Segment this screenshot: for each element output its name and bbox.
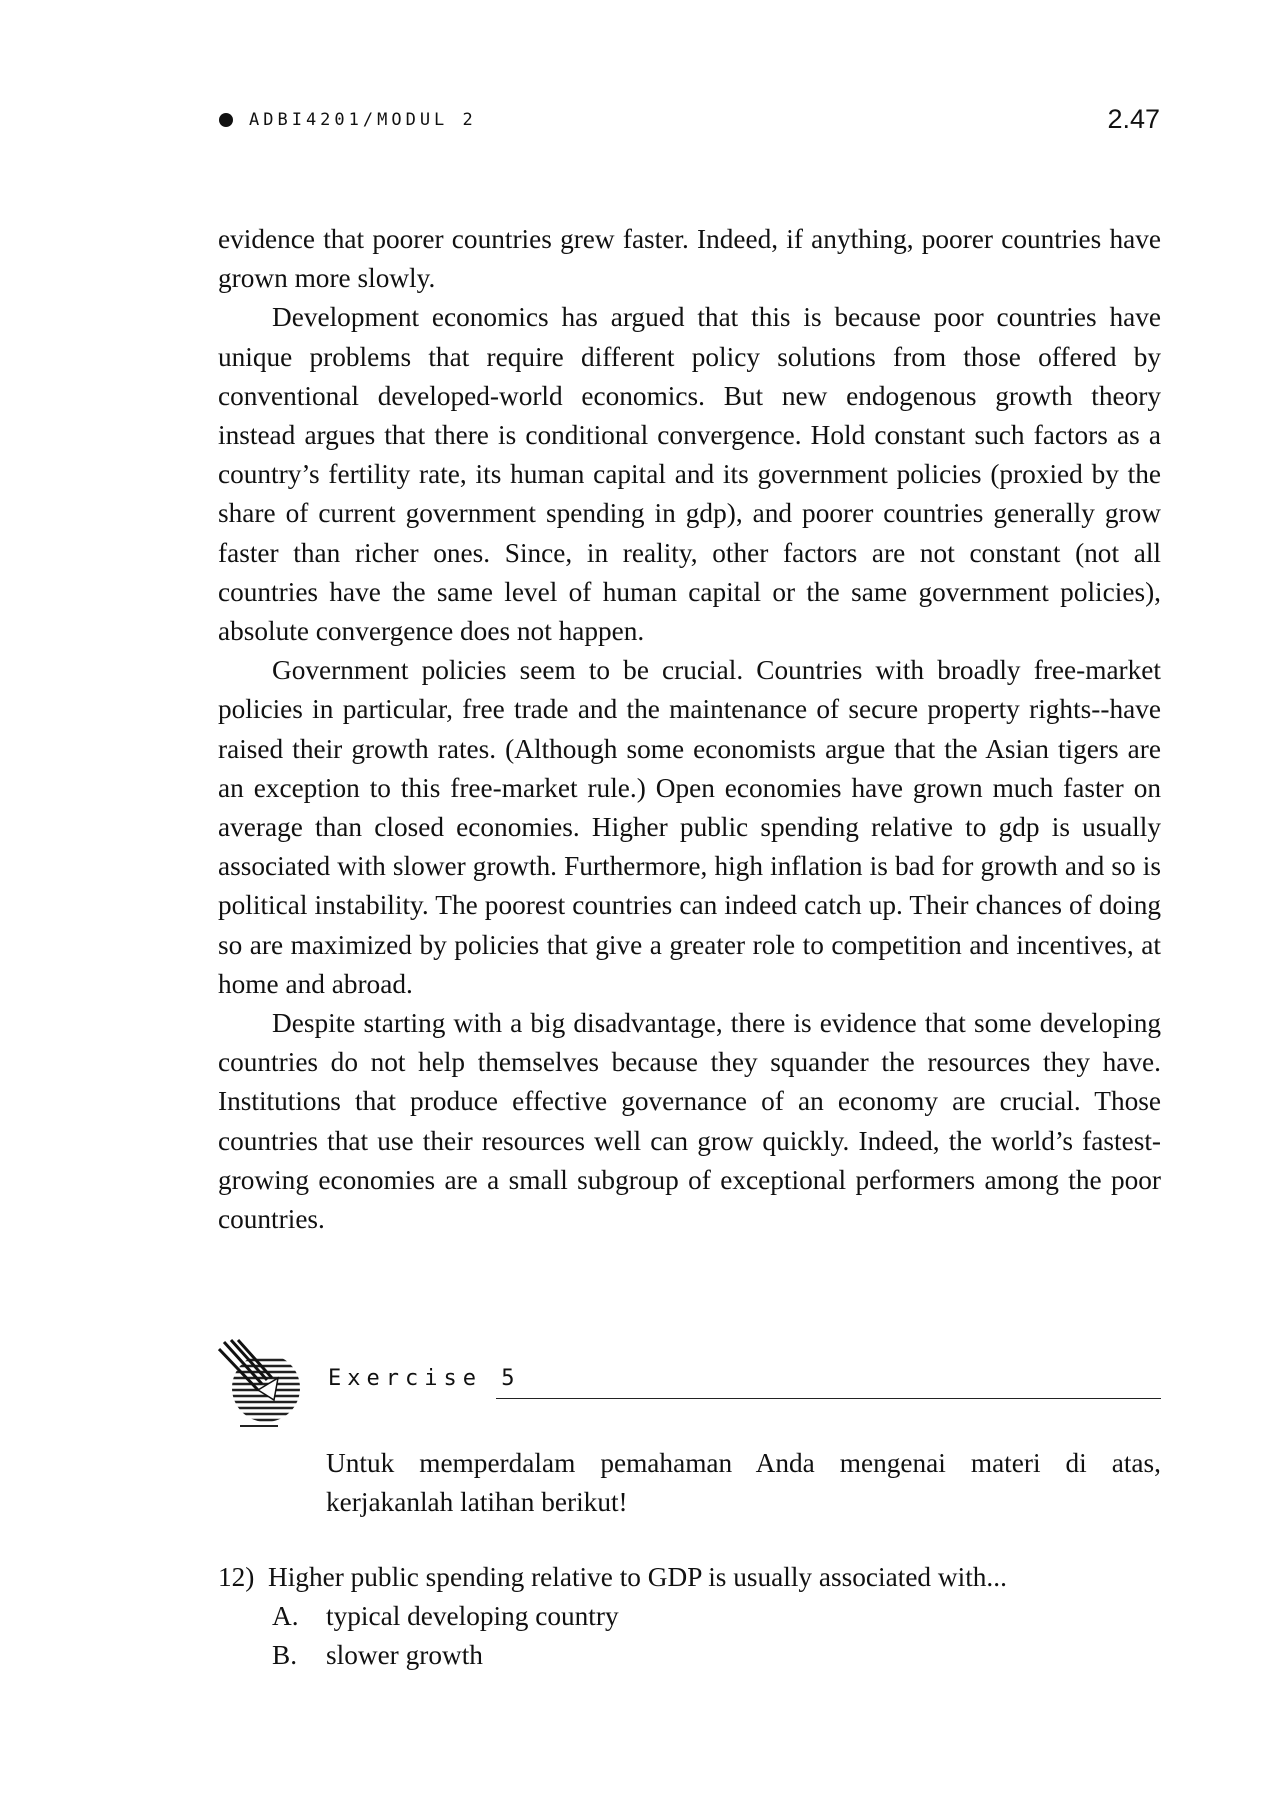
module-label-group [219,110,477,130]
module-label: ADBI4201/MODUL 2 [249,110,477,130]
body-text [218,220,1161,1239]
paragraph-4: Despite starting with a big disadvantage, there is evidence that some developing countries do not help themselves because they squander the resources they have. Institutions that produce effective governance of an economy are crucial. Those countries that use their resources well can grow quickly. Indeed, the world’s fastest-growing economies are a small subgroup of exceptional performers among the poor countries. [218,1008,1161,1235]
exercise-heading [218,1338,1161,1428]
exercise-divider [496,1398,1161,1399]
exercise-intro-text: Untuk memperdalam pemahaman Anda mengenai materi di atas, kerjakanlah latihan berikut! [326,1448,1161,1518]
option-text: typical developing country [326,1601,619,1632]
page-number: 2.47 [1107,104,1160,134]
option-b [218,1636,1161,1675]
paragraph-3: Government policies seem to be crucial. Countries with broadly free-market policies in particular, free trade and the maintenance of secure property rights--have raised their growth rates. (Although some economists argue that the Asian tigers are an exception to this free-market rule.) Open economies have grown much faster on average than closed economies. Higher public spending relative to gdp is usually associated with slower growth. Furthermore, high inflation is bad for growth and so is political instability. The poorest countries can indeed catch up. Their chances of doing so are maximized by policies that give a greater role to competition and incentives, at home and abroad. [218,655,1161,999]
question-number: 12) [218,1562,255,1592]
bullet-icon [219,113,233,127]
exercise-emblem-icon [218,1338,308,1428]
question-row [218,1558,1161,1597]
paragraph-2: Development economics has argued that this is because poor countries have unique problems that require different policy solutions from those offered by conventional developed-world economics. But new endogenous growth theory instead argues that there is conditional convergence. Hold constant such factors as a country’s fertility rate, its human capital and its government policies (proxied by the share of current government spending in gdp), and poorer countries generally grow faster than richer ones. Since, in reality, other factors are not constant (not all countries have the same level of human capital or the same government policies), absolute convergence does not happen. [218,302,1161,647]
option-letter: B. [272,1640,298,1671]
exercise-title: Exercise 5 [328,1366,521,1391]
option-a [218,1597,1161,1636]
exercise-intro [326,1444,1161,1522]
question-text: Higher public spending relative to GDP is usually associated with... [268,1562,1007,1592]
paragraph-1: evidence that poorer countries grew faster. Indeed, if anything, poorer countries have grown more slowly. [218,224,1161,294]
option-text: slower growth [326,1640,483,1671]
page-header [219,104,1160,144]
option-letter: A. [272,1601,299,1632]
question-block [218,1558,1161,1676]
